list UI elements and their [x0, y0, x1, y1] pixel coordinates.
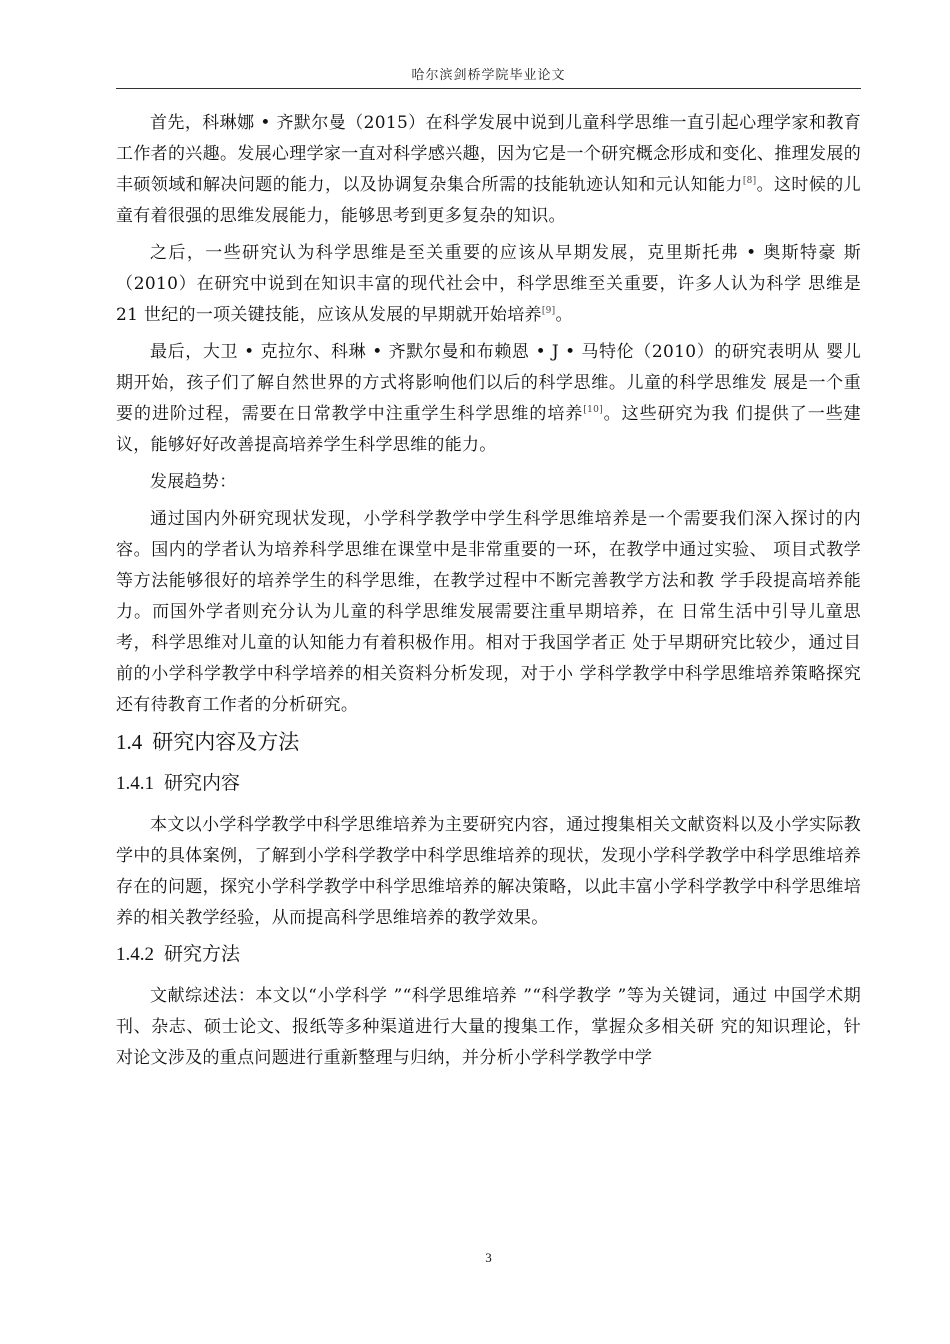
- citation-8: [8]: [742, 176, 757, 186]
- heading-1-4: [116, 727, 861, 757]
- paragraph-text: 首先，科琳娜 • 齐默尔曼（2015）在科学发展中说到儿童科学思维一直引起心理学家和教育工作者的兴趣。发展心理学家一直对科学感兴趣，因为它是一个研究概念形成和变化、推理发展的丰硕领域和解决问题的能力，以及协调复杂集合所需的技能轨迹认知和元认知能力: [116, 113, 861, 195]
- paragraph-trend-label: 发展趋势：: [150, 472, 237, 492]
- heading-number: 1.4: [116, 730, 143, 754]
- paragraph-research-method: 文献综述法：本文以“小学科学 ”“科学思维培养 ”“科学教学 ”等为关键词，通过 中国学术期刊、杂志、硕士论文、报纸等多种渠道进行大量的搜集工作，掌握众多相关研 究的知识理论，针对论文涉及的重点问题进行重新整理与归纳，并分析小学科学教学中学: [116, 986, 861, 1068]
- heading-number: 1.4.2: [116, 944, 154, 965]
- paragraph-tail: 。这些研究为我 们提供了一些建议，能够好好改善提高培养学生科学思维的能力。: [116, 404, 861, 455]
- heading-number: 1.4.1: [116, 773, 154, 794]
- paragraph-osterhaus: [116, 238, 861, 331]
- paragraph-research-content: 本文以小学科学教学中科学思维培养为主要研究内容，通过搜集相关文献资料以及小学实际教学中的具体案例，了解到小学科学教学中科学思维培养的现状，发现小学科学教学中科学思维培养存在的问题，探究小学科学教学中科学思维培养的解决策略，以此丰富小学科学教学中科学思维培养的相关教学经验，从而提高科学思维培养的教学效果。: [116, 815, 861, 928]
- paragraph-text: 之后，一些研究认为科学思维是至关重要的应该从早期发展，克里斯托弗 • 奥斯特豪 斯（2010）在研究中说到在知识丰富的现代社会中，科学思维至关重要，许多人认为科学 思维是 21 世纪的一项关键技能，应该从发展的早期就开始培养: [116, 243, 861, 325]
- heading-1-4-2: [116, 940, 861, 969]
- running-header: 哈尔滨剑桥学院毕业论文: [411, 68, 566, 83]
- heading-title: 研究内容及方法: [152, 730, 300, 754]
- header-rule: [116, 88, 861, 89]
- paragraph-tail: 。: [555, 305, 573, 325]
- page-body: [116, 108, 861, 1080]
- paragraph-klahr: [116, 337, 861, 461]
- heading-title: 研究方法: [164, 943, 241, 965]
- paragraph-zimmerman: [116, 108, 861, 232]
- page-number: 3: [485, 1250, 492, 1265]
- paragraph-text: 最后，大卫 • 克拉尔、科琳 • 齐默尔曼和布赖恩 • J • 马特伦（2010）的研究表明从 婴儿期开始，孩子们了解自然世界的方式将影响他们以后的科学思维。儿童的科学思维发 展是一个重要的进阶过程，需要在日常教学中注重学生科学思维的培养: [116, 342, 861, 424]
- paragraph-trend: 通过国内外研究现状发现，小学科学教学中学生科学思维培养是一个需要我们深入探讨的内容。国内的学者认为培养科学思维在课堂中是非常重要的一环，在教学中通过实验、 项目式教学等方法能够很好的培养学生的科学思维，在教学过程中不断完善教学方法和教 学手段提高培养能力。而国外学者则充分认为儿童的科学思维发展需要注重早期培养，在 日常生活中引导儿童思考，科学思维对儿童的认知能力有着积极作用。相对于我国学者正 处于早期研究比较少，通过目前的小学科学教学中科学培养的相关资料分析发现，对于小 学科学教学中科学思维培养策略探究还有待教育工作者的分析研究。: [116, 509, 861, 715]
- heading-title: 研究内容: [164, 772, 241, 794]
- heading-1-4-1: [116, 769, 861, 798]
- citation-9: [9]: [541, 306, 556, 316]
- paragraph-tail: 。这时候的儿童有着很强的思维发展能力，能够思考到更多复杂的知识。: [116, 175, 861, 226]
- citation-10: [10]: [583, 405, 603, 415]
